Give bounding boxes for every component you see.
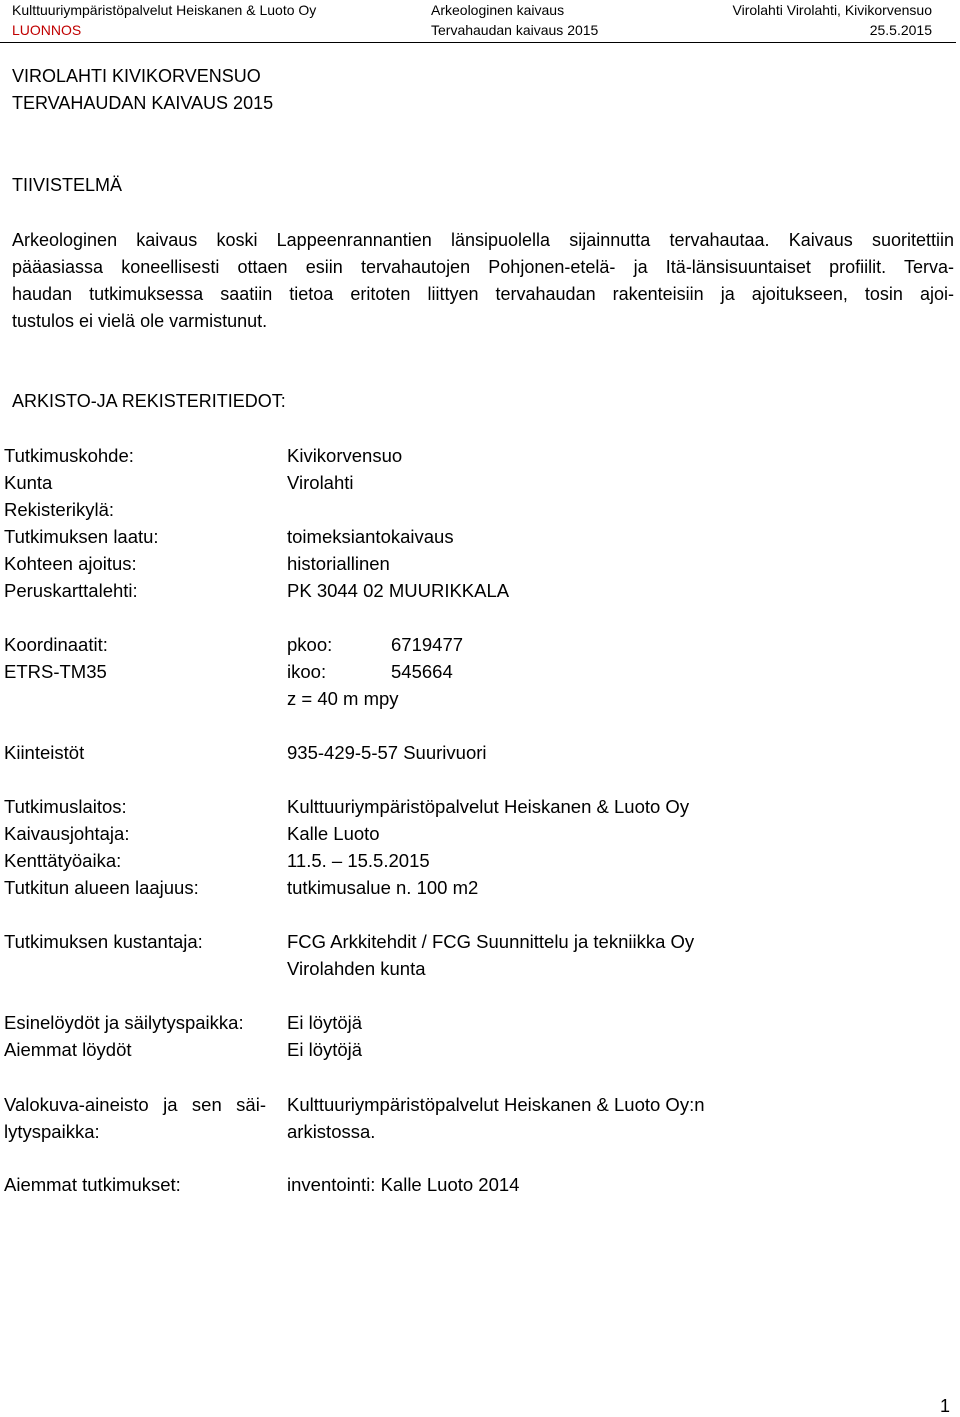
registry-row-site (0, 442, 960, 469)
registry-row-funder-2 (0, 955, 960, 982)
institute-value: Kulttuuriympäristöpalvelut Heiskanen & Luoto Oy (287, 796, 690, 817)
registry-row-prev-finds (0, 1036, 960, 1063)
municipality-value: Virolahti (287, 472, 354, 493)
property-label: Kiinteistöt (4, 742, 85, 763)
funder-label: Tutkimuksen kustantaja: (4, 931, 203, 952)
map-label: Peruskarttalehti: (4, 580, 138, 601)
crs-label: ETRS-TM35 (4, 661, 107, 682)
registry-row-crs (0, 658, 960, 685)
summary-line: tustulos ei vielä ole varmistunut. (12, 311, 268, 331)
registry-row-property (0, 739, 960, 766)
photo-value-2: arkistossa. (287, 1121, 376, 1142)
director-value: Kalle Luoto (287, 823, 380, 844)
type-value: toimeksiantokaivaus (287, 526, 454, 547)
coord-label: Koordinaatit: (4, 634, 108, 655)
registry-row-elevation (0, 685, 960, 712)
photo-value: Kulttuuriympäristöpalvelut Heiskanen & Luoto Oy:n (287, 1094, 705, 1115)
site-value: Kivikorvensuo (287, 445, 403, 466)
area-label: Tutkitun alueen laajuus: (4, 877, 199, 898)
registry-row-map (0, 577, 960, 604)
prev-finds-value: Ei löytöjä (287, 1039, 363, 1060)
site-label: Tutkimuskohde: (4, 445, 134, 466)
dating-label: Kohteen ajoitus: (4, 553, 137, 574)
municipality-label: Kunta (4, 472, 53, 493)
registry-row-director (0, 820, 960, 847)
registry-row-dating (0, 550, 960, 577)
registry-row-funder (0, 928, 960, 955)
page-header (0, 0, 956, 43)
registry-row-type (0, 523, 960, 550)
registry-row-village (0, 496, 960, 523)
summary-heading: TIIVISTELMÄ (12, 175, 123, 195)
header-type: Arkeologinen kaivaus (431, 2, 565, 18)
institute-label: Tutkimuslaitos: (4, 796, 127, 817)
registry-row-area (0, 874, 960, 901)
registry-heading: ARKISTO-JA REKISTERITIEDOT: (12, 391, 286, 411)
photo-label-2: lytyspaikka: (4, 1121, 100, 1142)
north-label: pkoo: (287, 634, 333, 655)
header-project: Tervahaudan kaivaus 2015 (431, 22, 599, 38)
page-number: 1 (940, 1396, 951, 1416)
registry-row-finds (0, 1009, 960, 1036)
village-label: Rekisterikylä: (4, 499, 114, 520)
registry-row-prev-research (0, 1171, 960, 1198)
registry-row-institute (0, 793, 960, 820)
header-date: 25.5.2015 (869, 22, 932, 38)
photo-label: Valokuva-aineisto ja sen säi- (4, 1094, 266, 1115)
registry-row-municipality (0, 469, 960, 496)
fieldwork-value: 11.5. – 15.5.2015 (287, 850, 430, 871)
area-value: tutkimusalue n. 100 m2 (287, 877, 479, 898)
report-title-line1: VIROLAHTI KIVIKORVENSUO (12, 66, 261, 86)
registry-row-fieldwork (0, 847, 960, 874)
funder-value: FCG Arkkitehdit / FCG Suunnittelu ja tekniikka Oy (287, 931, 695, 952)
elevation-value: z = 40 m mpy (287, 688, 399, 709)
director-label: Kaivausjohtaja: (4, 823, 130, 844)
header-status: LUONNOS (12, 22, 82, 38)
east-value: 545664 (391, 661, 453, 682)
prev-finds-label: Aiemmat löydöt (4, 1039, 132, 1060)
header-location: Virolahti Virolahti, Kivikorvensuo (732, 2, 932, 18)
fieldwork-label: Kenttätyöaika: (4, 850, 122, 871)
prev-research-label: Aiemmat tutkimukset: (4, 1174, 181, 1195)
funder-value-2: Virolahden kunta (287, 958, 426, 979)
registry-row-coordinates (0, 631, 960, 658)
report-title-line2: TERVAHAUDAN KAIVAUS 2015 (12, 93, 274, 113)
north-value: 6719477 (391, 634, 464, 655)
summary-line: Arkeologinen kaivaus koski Lappeenrannantien länsipuolella sijainnutta tervahautaa. Kaivaus suoritettiin (12, 230, 954, 250)
type-label: Tutkimuksen laatu: (4, 526, 159, 547)
map-value: PK 3044 02 MUURIKKALA (287, 580, 510, 601)
header-company: Kulttuuriympäristöpalvelut Heiskanen & Luoto Oy (12, 2, 317, 18)
summary-paragraph (12, 227, 954, 335)
summary-line: haudan tutkimuksessa saatiin tietoa eritoten liittyen tervahaudan rakenteisiin ja ajoitukseen, tosin ajoi- (12, 284, 954, 304)
summary-line: pääasiassa koneellisesti ottaen esiin tervahautojen Pohjonen-etelä- ja Itä-länsisuuntaiset profiilit. Terva- (12, 257, 954, 277)
property-value: 935-429-5-57 Suurivuori (287, 742, 487, 763)
finds-value: Ei löytöjä (287, 1012, 363, 1033)
registry-row-photos-2 (0, 1118, 960, 1145)
prev-research-value: inventointi: Kalle Luoto 2014 (287, 1174, 520, 1195)
finds-label: Esinelöydöt ja säilytyspaikka: (4, 1012, 244, 1033)
east-label: ikoo: (287, 661, 327, 682)
dating-value: historiallinen (287, 553, 390, 574)
registry-row-photos (0, 1091, 960, 1118)
